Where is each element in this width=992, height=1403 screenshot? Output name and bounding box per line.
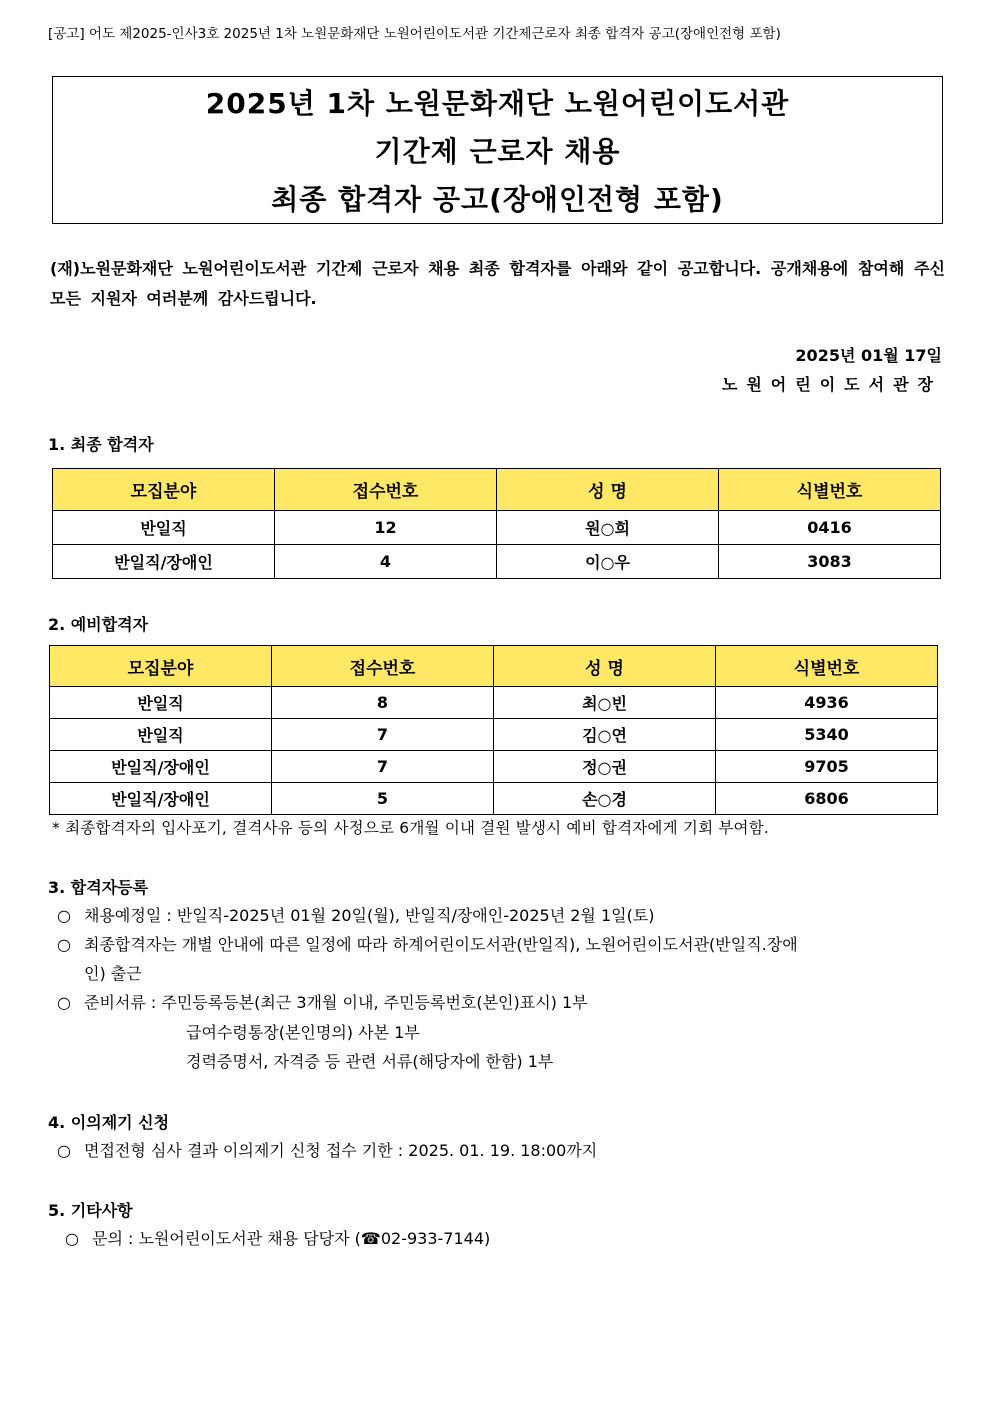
- header-name: 성 명: [497, 469, 719, 511]
- item-text: 문의 : 노원어린이도서관 채용 담당자 (☎02-933-7144): [92, 1229, 491, 1248]
- announcement-date: 2025년 01월 17일: [795, 346, 942, 365]
- item-text: 최종합격자는 개별 안내에 따른 일정에 따라 하계어린이도서관(반일직), 노원어린이도서관(반일직.장애: [84, 935, 798, 954]
- item-text: 준비서류 : 주민등록등본(최근 3개월 이내, 주민등록번호(본인)표시) 1부: [84, 993, 588, 1012]
- cell-id-no: 4936: [716, 687, 938, 719]
- bullet-circle: ○: [57, 906, 71, 925]
- section-other-title: 5. 기타사항: [48, 1201, 133, 1220]
- header-id-no: 식별번호: [719, 469, 941, 511]
- table-row: [53, 545, 941, 579]
- title-line-2: 기간제 근로자 채용: [374, 135, 621, 168]
- header-receipt-no: 접수번호: [275, 469, 497, 511]
- cell-name: 최○빈: [494, 687, 716, 719]
- cell-field: 반일직: [50, 687, 272, 719]
- cell-receipt-no: 7: [272, 751, 494, 783]
- header-receipt-no: 접수번호: [272, 646, 494, 687]
- reserve-passers-table: [49, 645, 938, 815]
- notice-header-line: [공고] 어도 제2025-인사3호 2025년 1차 노원문화재단 노원어린이도서관 기간제근로자 최종 합격자 공고(장애인전형 포함): [48, 26, 781, 42]
- signer: 노원어린이도서관장: [721, 375, 942, 394]
- item-text: 면접전형 심사 결과 이의제기 신청 접수 기한 : 2025. 01. 19. 18:00까지: [84, 1141, 598, 1160]
- registration-document-bankbook: 급여수령통장(본인명의) 사본 1부: [186, 1023, 420, 1042]
- contact-item: [65, 1224, 490, 1253]
- title-line-1: 2025년 1차 노원문화재단 노원어린이도서관: [205, 87, 790, 120]
- bullet-circle: ○: [57, 993, 71, 1012]
- cell-id-no: 5340: [716, 719, 938, 751]
- cell-receipt-no: 7: [272, 719, 494, 751]
- final-passers-table: [52, 468, 941, 579]
- table-row: [50, 751, 938, 783]
- table-row: [50, 719, 938, 751]
- registration-item-start-date: [57, 901, 655, 930]
- reserve-footnote: * 최종합격자의 입사포기, 결격사유 등의 사정으로 6개월 이내 결원 발생시 예비 합격자에게 기회 부여함.: [52, 819, 770, 837]
- bullet-circle: ○: [57, 935, 71, 954]
- section-registration-title: 3. 합격자등록: [48, 878, 149, 897]
- section-reserve-title: 2. 예비합격자: [48, 615, 149, 634]
- table-row: [50, 783, 938, 815]
- registration-item-attendance-cont: 인) 출근: [84, 964, 142, 983]
- table-header-row: [50, 646, 938, 687]
- table-row: [53, 511, 941, 545]
- cell-id-no: 0416: [719, 511, 941, 545]
- intro-paragraph: (재)노원문화재단 노원어린이도서관 기간제 근로자 채용 최종 합격자를 아래와 같이 공고합니다. 공개채용에 참여해 주신 모든 지원자 여러분께 감사드립니다.: [50, 259, 945, 308]
- cell-field: 반일직/장애인: [53, 545, 275, 579]
- cell-field: 반일직: [50, 719, 272, 751]
- header-name: 성 명: [494, 646, 716, 687]
- title-box: [52, 76, 943, 224]
- title-line-3: 최종 합격자 공고(장애인전형 포함): [271, 183, 724, 216]
- cell-field: 반일직: [53, 511, 275, 545]
- cell-name: 정○권: [494, 751, 716, 783]
- cell-name: 김○연: [494, 719, 716, 751]
- section-objection-title: 4. 이의제기 신청: [48, 1113, 170, 1132]
- cell-name: 손○경: [494, 783, 716, 815]
- header-field: 모집분야: [53, 469, 275, 511]
- cell-receipt-no: 12: [275, 511, 497, 545]
- cell-receipt-no: 5: [272, 783, 494, 815]
- table-row: [50, 687, 938, 719]
- table-header-row: [53, 469, 941, 511]
- registration-item-documents: [57, 988, 588, 1017]
- objection-item: [57, 1136, 597, 1165]
- cell-name: 이○우: [497, 545, 719, 579]
- cell-receipt-no: 8: [272, 687, 494, 719]
- registration-item-attendance: [57, 930, 798, 959]
- cell-id-no: 9705: [716, 751, 938, 783]
- item-text: 채용예정일 : 반일직-2025년 01월 20일(월), 반일직/장애인-2025년 2월 1일(토): [84, 906, 655, 925]
- cell-id-no: 3083: [719, 545, 941, 579]
- header-field: 모집분야: [50, 646, 272, 687]
- cell-field: 반일직/장애인: [50, 751, 272, 783]
- bullet-circle: ○: [65, 1229, 79, 1248]
- cell-name: 원○희: [497, 511, 719, 545]
- cell-id-no: 6806: [716, 783, 938, 815]
- registration-document-career: 경력증명서, 자격증 등 관련 서류(해당자에 한함) 1부: [186, 1052, 554, 1071]
- cell-receipt-no: 4: [275, 545, 497, 579]
- header-id-no: 식별번호: [716, 646, 938, 687]
- cell-field: 반일직/장애인: [50, 783, 272, 815]
- section-final-title: 1. 최종 합격자: [48, 435, 154, 454]
- bullet-circle: ○: [57, 1141, 71, 1160]
